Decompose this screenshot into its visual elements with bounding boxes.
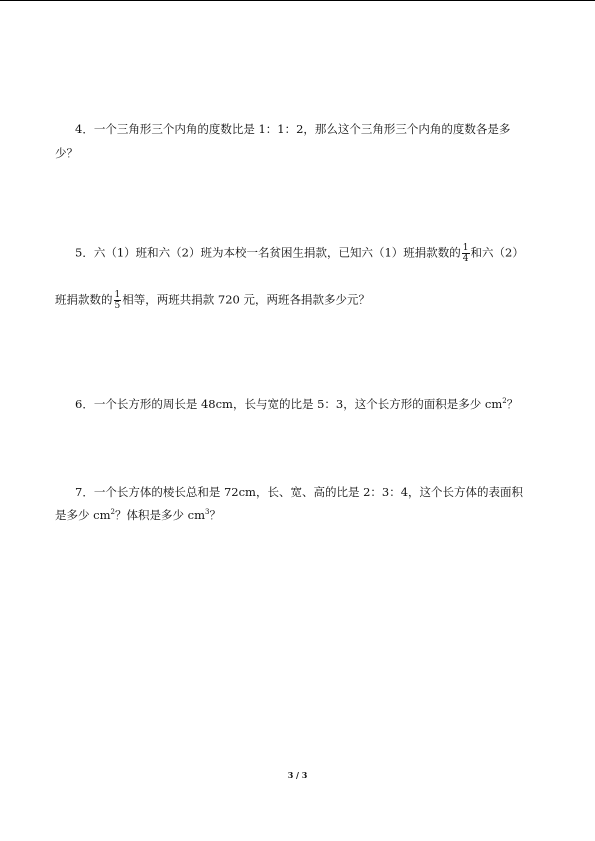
question-6-tail: ？ xyxy=(506,397,519,411)
fraction-numerator: 1 xyxy=(114,290,121,300)
superscript-2: 2 xyxy=(110,508,115,517)
question-7-text-2c: ？ xyxy=(209,508,221,522)
question-7-text-2b: ？体积是多少 cm xyxy=(114,508,205,522)
question-7-line-2 xyxy=(55,507,221,523)
question-4-line-2 xyxy=(55,145,78,161)
question-5-line-1 xyxy=(75,243,524,264)
question-5-text-1b: 和六（2） xyxy=(470,245,524,260)
fraction-one-quarter xyxy=(462,243,470,264)
question-5-line-2 xyxy=(55,290,370,311)
fraction-denominator: 4 xyxy=(462,254,469,264)
fraction-numerator: 1 xyxy=(462,243,469,253)
question-5-text-2a: 班捐款数的 xyxy=(55,292,113,307)
question-6-text-1: 6．一个长方形的周长是 48cm，长与宽的比是 5：3，这个长方形的面积是多少 cm xyxy=(75,397,503,411)
question-6-line-1 xyxy=(75,396,518,412)
question-4-line-1 xyxy=(75,121,510,137)
question-7-text-1: 7．一个长方体的棱长总和是 72cm，长、宽、高的比是 2：3：4，这个长方体的表面积 xyxy=(75,485,524,499)
question-5-text-2b: 相等，两班共捐款 720 元，两班各捐款多少元？ xyxy=(122,292,370,307)
question-4-text-1: 4．一个三角形三个内角的度数比是 1：1：2，那么这个三角形三个内角的度数各是多 xyxy=(75,122,511,136)
top-border-rule xyxy=(0,0,595,1)
question-7-line-1 xyxy=(75,484,523,500)
question-7-text-2a: 是多少 cm xyxy=(55,508,111,522)
superscript-2: 2 xyxy=(502,397,507,406)
fraction-denominator: 5 xyxy=(114,301,121,311)
question-5-text-1a: 5．六（1）班和六（2）班为本校一名贫困生捐款，已知六（1）班捐款数的 xyxy=(75,245,461,260)
question-4-text-2: 少？ xyxy=(55,146,78,160)
superscript-3: 3 xyxy=(205,508,210,517)
page-number: 3 / 3 xyxy=(287,770,308,780)
fraction-one-fifth xyxy=(114,290,122,311)
